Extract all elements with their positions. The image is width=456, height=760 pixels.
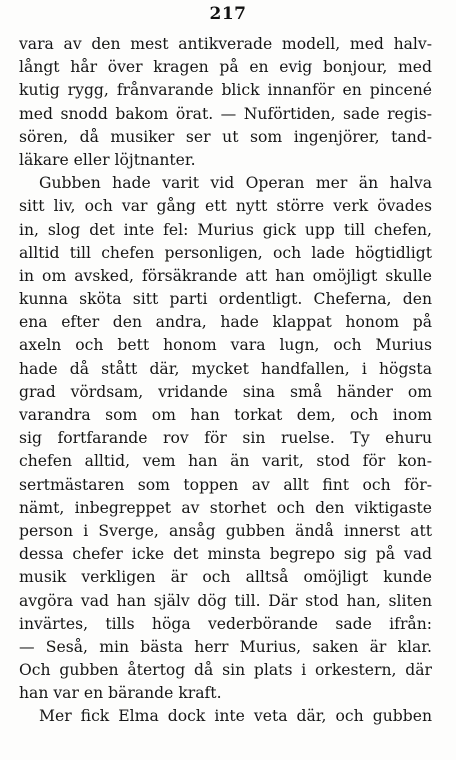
- text-line: sertmästaren som toppen av allt fint och för-: [19, 475, 432, 494]
- text-line: Mer fick Elma dock inte veta där, och gubben: [39, 707, 432, 726]
- text-line: in om avsked, försäkrande att han omöjligt skulle: [19, 266, 432, 285]
- text-line: sitt liv, och var gång ett nytt större verk övades: [19, 197, 432, 216]
- text-line: med snodd bakom örat. — Nuförtiden, sade regis-: [19, 104, 432, 123]
- text-line: varandra som om han torkat dem, och inom: [19, 406, 432, 424]
- text-line: alltid till chefen personligen, och lade högtidligt: [19, 243, 432, 262]
- text-line: Gubben hade varit vid Operan mer än halva: [39, 174, 432, 193]
- text-line: grad vördsam, vridande sina små händer om: [19, 382, 432, 401]
- text-line: axeln och bett honom vara lugn, och Murius: [19, 336, 432, 355]
- text-line: Och gubben återtog då sin plats i orkestern, där: [19, 661, 432, 680]
- text-line: chefen alltid, vem han än varit, stod för kon-: [19, 452, 432, 471]
- text-line: invärtes, tills höga vederbörande sade ifrån:: [19, 614, 432, 633]
- text-line: sören, då musiker ser ut som ingenjörer, tand-: [19, 127, 432, 146]
- body-text: [19, 33, 432, 729]
- text-line: avgöra vad han själv dög till. Där stod han, sliten: [19, 591, 432, 610]
- text-line: långt hår över kragen på en evig bonjour, med: [19, 58, 432, 77]
- text-line: person i Sverge, ansåg gubben ändå innerst att: [19, 521, 432, 540]
- text-line: nämt, inbegreppet av storhet och den viktigaste: [19, 498, 432, 517]
- text-line: sig fortfarande rov för sin ruelse. Ty ehuru: [19, 429, 432, 448]
- text-line: vara av den mest antikverade modell, med halv-: [19, 35, 432, 53]
- text-line: dessa chefer icke det minsta begrepo sig på vad: [19, 545, 432, 564]
- text-line: hade då stått där, mycket handfallen, i högsta: [19, 359, 432, 378]
- text-line: kutig rygg, frånvarande blick innanför en pincené: [19, 81, 432, 100]
- text-line: — Seså, min bästa herr Murius, saken är klar.: [19, 637, 432, 656]
- text-line: in, slog det inte fel: Murius gick upp till chefen,: [19, 220, 432, 239]
- text-line: läkare eller löjtnanter.: [19, 150, 196, 169]
- text-line: kunna sköta sitt parti ordentligt. Cheferna, den: [19, 290, 432, 309]
- text-line: han var en bärande kraft.: [19, 684, 222, 703]
- text-line: musik verkligen är och alltså omöjligt kunde: [19, 568, 432, 587]
- text-line: ena efter den andra, hade klappat honom på: [19, 313, 432, 332]
- page-number: 217: [209, 4, 247, 24]
